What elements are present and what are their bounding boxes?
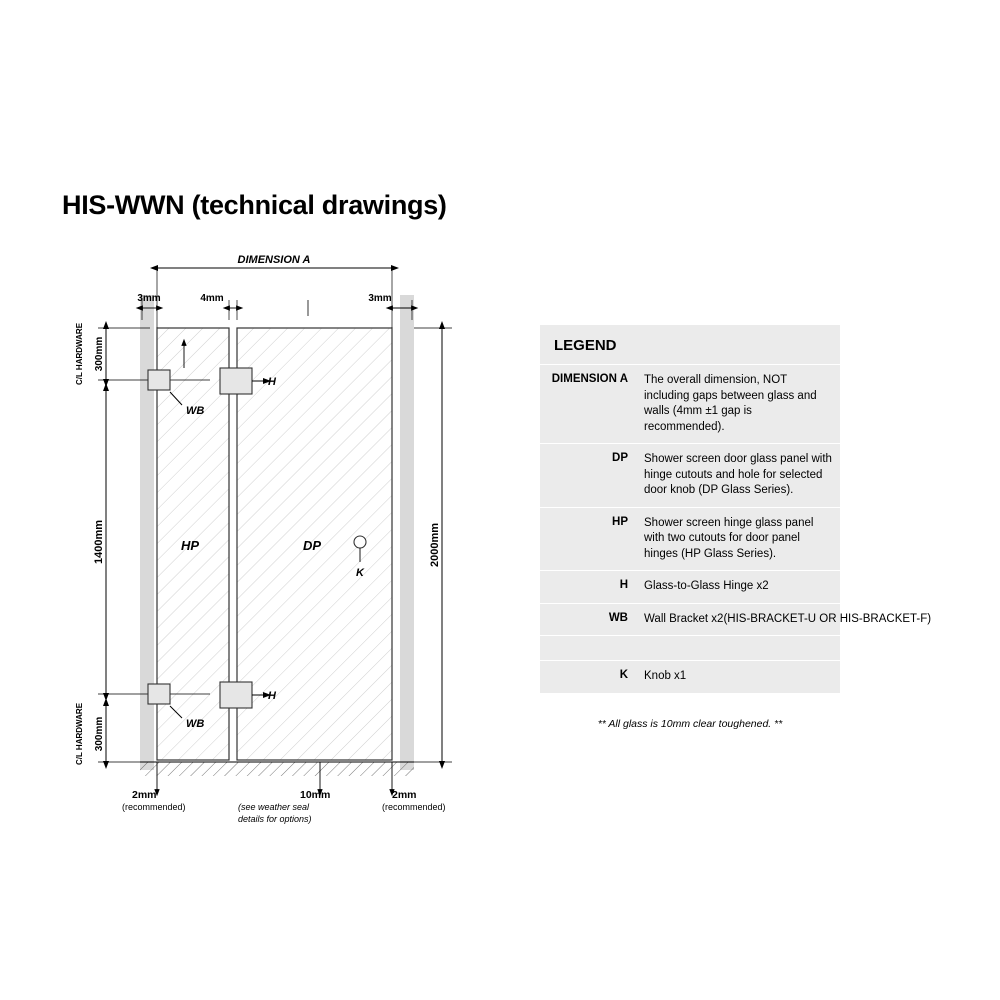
legend-row	[540, 571, 840, 604]
legend-row	[540, 508, 840, 572]
drawing-svg	[60, 250, 480, 840]
bracket-bottom-label: WB	[186, 718, 205, 730]
legend-value: Shower screen door glass panel with hinge cutouts and hole for selected door knob (DP Glass Series).	[644, 453, 832, 497]
legend-key	[540, 636, 636, 660]
floor-hatch	[140, 762, 414, 776]
legend-key: DIMENSION A	[551, 373, 628, 385]
bottom-right-note: (recommended)	[382, 802, 446, 812]
bottom-left-dim: 2mm	[132, 789, 157, 801]
height-total-label: 2000mm	[429, 522, 441, 568]
legend-value: Knob x1	[644, 670, 687, 683]
legend-value: Shower screen hinge glass panel with two cutouts for door panel hinges (HP Glass Series).	[644, 516, 814, 560]
legend-row	[540, 661, 840, 693]
page-title: HIS-WWN (technical drawings)	[62, 190, 447, 220]
legend-row	[540, 365, 840, 444]
legend-key: DP	[612, 452, 628, 465]
hinge-top-label: H	[268, 376, 276, 388]
legend-row-spacer	[540, 636, 840, 661]
knob-hole	[354, 536, 366, 548]
legend-note: ** All glass is 10mm clear toughened. **	[597, 718, 783, 730]
wall-bracket-top	[148, 370, 170, 390]
legend-key: K	[619, 669, 628, 682]
legend-value	[636, 636, 840, 660]
top-hardware-dim-label: 300mm	[94, 336, 105, 372]
hinge-top	[220, 368, 252, 394]
dimension-a-label: DIMENSION A	[237, 254, 311, 266]
legend-title: LEGEND	[540, 325, 840, 365]
hinge-bottom-label: H	[268, 690, 276, 702]
legend-value: The overall dimension, NOT including gaps between glass and walls (4mm ±1 gap is recommended).	[644, 374, 817, 433]
technical-drawing	[60, 250, 480, 840]
bottom-mid-dim: 10mm	[300, 789, 331, 801]
legend-panel	[540, 325, 932, 693]
gap-mid-label: 4mm	[200, 293, 224, 304]
gap-right-label: 3mm	[368, 293, 392, 304]
bottom-left-note: (recommended)	[122, 802, 186, 812]
middle-dim-label: 1400mm	[93, 519, 105, 565]
bottom-right-dim: 2mm	[392, 789, 417, 801]
legend-value: Glass-to-Glass Hinge x2	[644, 580, 769, 593]
legend-key: WB	[608, 611, 628, 624]
bottom-mid-note-2: details for options)	[238, 814, 312, 824]
gap-left-label: 3mm	[137, 293, 161, 304]
panel-hp-label: HP	[180, 538, 200, 553]
right-wall	[400, 295, 414, 770]
top-hardware-note: C/L HARDWARE	[75, 322, 84, 386]
bracket-top-label: WB	[186, 405, 205, 417]
knob-label: K	[356, 567, 364, 579]
bottom-mid-note-1: (see weather seal	[238, 802, 310, 812]
legend-row	[540, 604, 932, 637]
panel-dp-label: DP	[302, 538, 322, 553]
bottom-hardware-note: C/L HARDWARE	[75, 702, 84, 766]
legend-key: H	[619, 579, 628, 592]
wall-bracket-bottom	[148, 684, 170, 704]
legend-value: Wall Bracket x2(HIS-BRACKET-U OR HIS-BRACKET-F)	[644, 612, 932, 625]
hinge-bottom	[220, 682, 252, 708]
bottom-hardware-dim-label: 300mm	[94, 716, 105, 752]
legend-row	[540, 444, 840, 508]
legend-key: HP	[612, 515, 628, 528]
